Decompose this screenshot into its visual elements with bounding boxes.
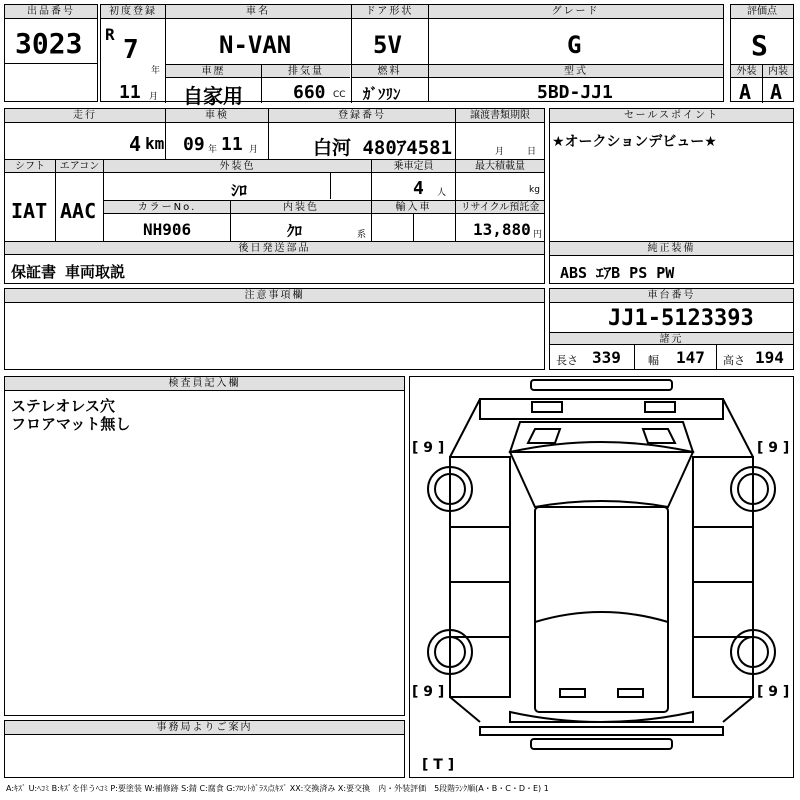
reg-number: 白河 480ｱ4581 bbox=[313, 137, 453, 159]
width-label: 幅 bbox=[648, 354, 659, 367]
door-type: 5V bbox=[373, 31, 402, 59]
reg-label: 初度登録 bbox=[101, 5, 165, 19]
reg-month: 11 bbox=[119, 82, 141, 103]
era: R bbox=[105, 25, 115, 44]
inspector-line-2: フロアマット無し bbox=[11, 415, 131, 433]
fuel: ｶﾞｿﾘﾝ bbox=[363, 85, 401, 103]
chassis-box bbox=[549, 288, 794, 370]
lot-label: 出品番号 bbox=[5, 5, 97, 19]
intcolor-label: 内装色 bbox=[231, 201, 371, 214]
detail-box bbox=[4, 108, 545, 284]
capacity-unit: 人 bbox=[437, 188, 447, 198]
chassis-number: JJ1-5123393 bbox=[608, 306, 754, 331]
fuel-label: 燃料 bbox=[351, 65, 428, 78]
lot-box bbox=[4, 4, 98, 102]
equipment-box bbox=[549, 241, 794, 284]
notes-label: 注意事項欄 bbox=[5, 289, 544, 303]
displacement: 660 bbox=[293, 82, 326, 103]
sales-point-text: ★オークションデビュー★ bbox=[552, 134, 717, 150]
recycle-unit: 円 bbox=[533, 230, 543, 240]
transfer-month-unit: 月 bbox=[495, 147, 505, 157]
parts-text: 保証書 車両取説 bbox=[11, 263, 126, 281]
ext-label: 外装 bbox=[731, 65, 762, 78]
length-label: 長さ bbox=[556, 354, 578, 367]
capacity: 4 bbox=[413, 178, 424, 199]
legend-text: A:ｷｽﾞ U:ﾍｺﾐ B:ｷｽﾞを伴うﾍｺﾐ P:要塗装 W:補修跡 S:錆 C:腐食 G:ﾌﾛﾝﾄｶﾞﾗｽ点ｷｽﾞ XX:交換済み X:要交換 内・外装評価 5段階ﾗﾝｸ順(A・B・C・D・E) 1 bbox=[6, 784, 549, 793]
office-box bbox=[4, 720, 405, 778]
inspect-year-unit: 年 bbox=[208, 145, 218, 155]
disp-label: 排気量 bbox=[262, 65, 350, 78]
grade: G bbox=[567, 31, 582, 59]
car-diagram bbox=[409, 376, 794, 778]
recycle-label: リサイクル預託金 bbox=[456, 201, 544, 214]
reg-month-unit: 月 bbox=[149, 92, 159, 102]
door-label: ドア形状 bbox=[351, 5, 428, 19]
mileage-label: 走行 bbox=[5, 109, 165, 123]
exterior-color: ｼﾛ bbox=[231, 181, 248, 200]
ac-label: エアコン bbox=[56, 160, 103, 173]
chassis-label: 車台番号 bbox=[550, 289, 793, 303]
inspect-month-unit: 月 bbox=[249, 145, 259, 155]
notes-box bbox=[4, 288, 545, 370]
mileage-unit: km bbox=[145, 134, 165, 153]
reg-year: 7 bbox=[123, 35, 139, 65]
inspector-label: 検査員記入欄 bbox=[5, 377, 404, 391]
inspect-label: 車検 bbox=[166, 109, 268, 123]
inspector-box bbox=[4, 376, 405, 716]
height-label: 高さ bbox=[723, 354, 745, 367]
capacity-label: 乗車定員 bbox=[372, 160, 455, 173]
specs-label: 諸元 bbox=[550, 332, 793, 345]
tire-rr-value: [ 9 ] bbox=[757, 684, 790, 700]
registration-box bbox=[100, 4, 724, 108]
intcolor-unit: 系 bbox=[357, 230, 367, 240]
model-label: 型式 bbox=[429, 65, 723, 78]
disp-unit: CC bbox=[333, 90, 346, 100]
import-label: 輸入車 bbox=[372, 201, 455, 214]
color-number: NH906 bbox=[143, 220, 192, 239]
color-label: 外装色 bbox=[104, 160, 371, 173]
inspect-year: 09 bbox=[183, 134, 205, 155]
name-label: 車名 bbox=[165, 5, 351, 19]
mileage: 4 bbox=[129, 132, 142, 156]
sales-point-label: セールスポイント bbox=[550, 109, 793, 123]
inspector-line-1: ステレオレス穴 bbox=[11, 397, 115, 415]
equipment-label: 純正装備 bbox=[550, 242, 793, 256]
recycle-fee: 13,880 bbox=[473, 220, 531, 239]
width: 147 bbox=[676, 348, 705, 367]
length: 339 bbox=[592, 348, 621, 367]
car-outline-drawing bbox=[410, 377, 793, 777]
int-label: 内装 bbox=[763, 65, 793, 78]
lot-number: 3023 bbox=[15, 27, 83, 60]
history-label: 車歴 bbox=[166, 65, 261, 78]
tire-fr-value: [ 9 ] bbox=[757, 440, 790, 456]
history: 自家用 bbox=[183, 84, 243, 108]
score-box bbox=[730, 4, 794, 102]
car-name: N-VAN bbox=[219, 31, 292, 59]
shift: IAT bbox=[11, 199, 48, 223]
office-label: 事務局よりご案内 bbox=[5, 721, 404, 735]
reg-year-unit: 年 bbox=[151, 66, 161, 76]
sales-point-box bbox=[549, 108, 794, 242]
height: 194 bbox=[755, 348, 784, 367]
colorno-label: カラーNo. bbox=[104, 201, 230, 214]
transfer-day-unit: 日 bbox=[527, 147, 537, 157]
score-label: 評価点 bbox=[731, 5, 793, 19]
tire-rl-value: [ 9 ] bbox=[412, 684, 445, 700]
grade-label: グレード bbox=[428, 5, 723, 19]
aircon: AAC bbox=[60, 199, 97, 223]
model: 5BD-JJ1 bbox=[537, 82, 613, 103]
regno-label: 登録番号 bbox=[269, 109, 455, 123]
tire-fl-value: [ 9 ] bbox=[412, 440, 445, 456]
inspect-month: 11 bbox=[221, 134, 243, 155]
equipment-text: ABS ｴｱB PS PW bbox=[560, 264, 675, 282]
shift-label: シフト bbox=[5, 160, 55, 173]
spare-tire-value: [ T ] bbox=[422, 757, 455, 773]
load-label: 最大積載量 bbox=[456, 160, 544, 173]
score: S bbox=[751, 29, 768, 62]
interior-color: ｸﾛ bbox=[287, 222, 303, 240]
parts-label: 後日発送部品 bbox=[5, 242, 544, 255]
load-unit: kg bbox=[529, 185, 540, 195]
ext-grade: A bbox=[739, 80, 752, 104]
int-grade: A bbox=[770, 80, 783, 104]
transfer-label: 譲渡書類期限 bbox=[456, 109, 544, 123]
